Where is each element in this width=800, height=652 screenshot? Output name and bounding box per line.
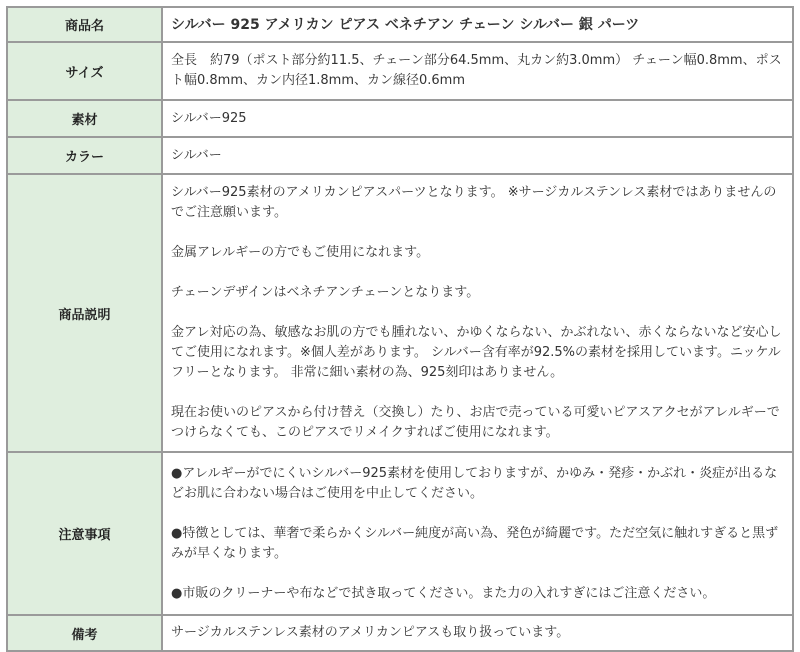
value-notes [162, 452, 793, 615]
description-paragraph: シルバー925素材のアメリカンピアスパーツとなります。 ※サージカルステンレス素材ではありませんのでご注意願います。 [171, 185, 777, 220]
value-size: 全長 約79（ポスト部分約11.5、チェーン部分64.5mm、丸カン約3.0mm） チェーン幅0.8mm、ポスト幅0.8mm、カン内径1.8mm、カン線径0.6mm [162, 42, 793, 100]
notes-paragraph: ●アレルギーがでにくいシルバー925素材を使用しておりますが、かゆみ・発疹・かぶれ・炎症が出るなどお肌に合わない場合はご使用を中止してください。 [171, 465, 778, 501]
notes-paragraph: ●市販のクリーナーや布などで拭き取ってください。また力の入れすぎにはご注意ください。 [171, 585, 716, 601]
row-color [7, 137, 793, 174]
value-product-name: シルバー 925 アメリカン ピアス ベネチアン チェーン シルバー 銀 パーツ [162, 7, 793, 42]
description-paragraph: 金属アレルギーの方でもご使用になれます。 [171, 245, 430, 260]
product-spec-table [6, 6, 794, 652]
row-notes [7, 452, 793, 615]
product-spec-container [6, 6, 794, 643]
label-memo: 備考 [7, 615, 162, 651]
label-product-name: 商品名 [7, 7, 162, 42]
value-description [162, 174, 793, 452]
label-notes: 注意事項 [7, 452, 162, 615]
description-paragraph: 金アレ対応の為、敏感なお肌の方でも腫れない、かゆくならない、かぶれない、赤くならないなど安心してご使用になれます。※個人差があります。 シルバー含有率が92.5%の素材を採用しています。ニッケルフリーとなります。 非常に細い素材の為、925刻印はありません。 [171, 325, 782, 380]
value-color: シルバー [162, 137, 793, 174]
row-material [7, 100, 793, 137]
row-size [7, 42, 793, 100]
label-description: 商品説明 [7, 174, 162, 452]
row-product-name [7, 7, 793, 42]
value-material: シルバー925 [162, 100, 793, 137]
label-material: 素材 [7, 100, 162, 137]
row-description [7, 174, 793, 452]
label-size: サイズ [7, 42, 162, 100]
description-paragraph: チェーンデザインはベネチアンチェーンとなります。 [171, 285, 480, 300]
notes-paragraph: ●特徴としては、華奢で柔らかくシルバー純度が高い為、発色が綺麗です。ただ空気に触れすぎると黒ずみが早くなります。 [171, 525, 779, 561]
value-memo: サージカルステンレス素材のアメリカンピアスも取り扱っています。 [162, 615, 793, 651]
label-color: カラー [7, 137, 162, 174]
row-memo [7, 615, 793, 651]
description-paragraph: 現在お使いのピアスから付け替え（交換し）たり、お店で売っている可愛いピアスアクセがアレルギーでつけらなくても、このピアスでリメイクすればご使用になれます。 [171, 405, 780, 440]
